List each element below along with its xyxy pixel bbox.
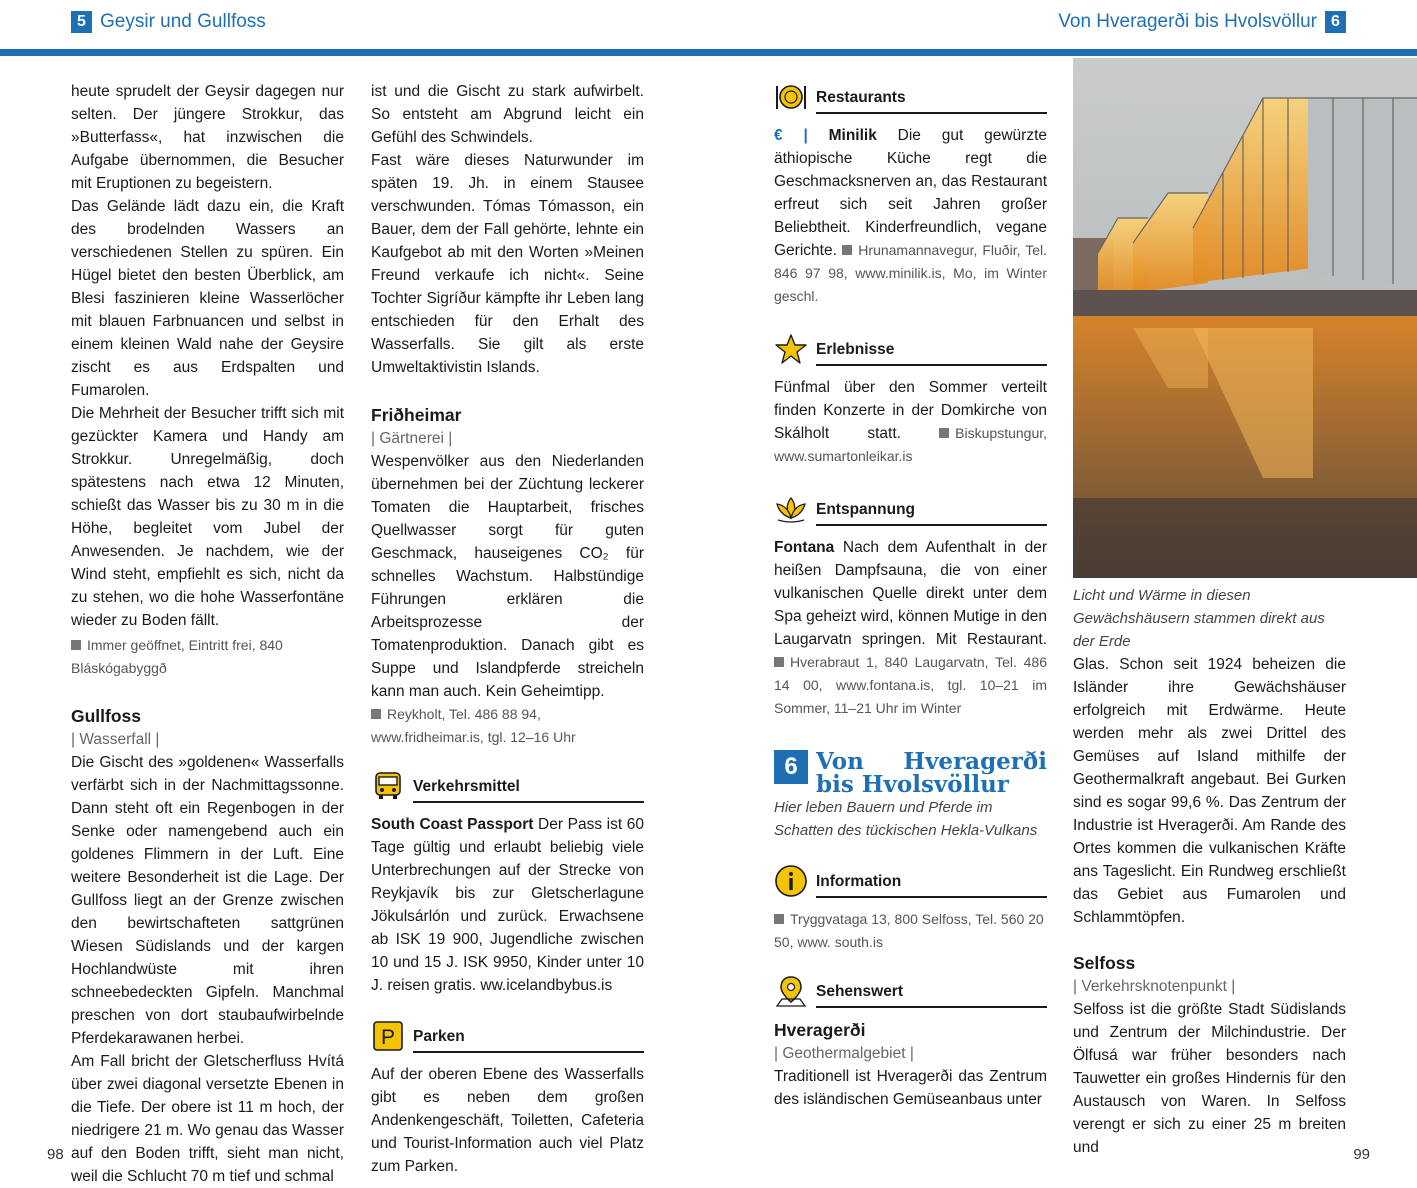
poi-title: Selfoss	[1073, 953, 1136, 973]
paragraph: Fast wäre dieses Naturwunder im späten 19. Jh. in einem Stausee verschwunden. Tómas Tómasson, ein Bauer, dem der Fall gehörte, lehnte ein Kaufgebot ab mit den Worten »Meinen Freund verkaufe ich nicht«. Seine Tochter Sigríður kämpfte ihr Leben lang entschieden für den Erhalt des Wasserfalls. Sie gilt als erste Umweltaktivistin Islands.	[371, 152, 644, 376]
info-square-icon	[371, 709, 381, 719]
poi-title: Hveragerði	[774, 1020, 866, 1040]
paragraph: ist und die Gischt zu stark aufwirbelt. So entsteht am Abgrund leicht ein Gefühl des Schwindels.	[371, 83, 644, 146]
column-1	[71, 80, 344, 1188]
paragraph	[774, 124, 1047, 308]
plate-cutlery-icon	[774, 80, 808, 114]
info-text: Tryggvataga 13, 800 Selfoss, Tel. 560 20 50, www. south.is	[774, 911, 1044, 950]
chapter-subtitle: Hier leben Bauern und Pferde im Schatten des tückischen Hekla-Vulkans	[774, 799, 1038, 839]
bold-term: Minilik	[828, 127, 877, 144]
box-heading-sehenswert	[774, 974, 1047, 1008]
running-header-title: Von Hveragerði bis Hvolsvöllur	[1058, 11, 1317, 32]
parking-icon	[371, 1019, 405, 1053]
paragraph-text: Fünfmal über den Sommer verteilt finden Konzerte in der Domkirche von Skálholt statt.	[774, 379, 1047, 442]
price-indicator: € |	[774, 127, 808, 144]
page-number-right: 99	[1353, 1146, 1370, 1163]
info-square-icon	[774, 914, 784, 924]
poi-tag: | Geothermalgebiet |	[774, 1045, 914, 1062]
paragraph	[774, 376, 1047, 468]
paragraph: Das Gelände lädt dazu ein, die Kraft des brodelnden Wassers an verschiedenen Stellen zu spüren. Ein Hügel bietet den besten Überblick, am Blesi faszinieren kleine Wasserlöcher mit blauen Farbnuancen und selbst in einem kleinen Wald nahe der Geysire zischt es aus Erdspalten und Fumarolen.	[71, 198, 344, 399]
box-heading-label: Information	[816, 872, 1047, 898]
paragraph	[371, 813, 644, 997]
info-square-icon	[842, 245, 852, 255]
paragraph-text: Der Pass ist 60 Tage gültig und erlaubt beliebig viele Unterbrechungen auf der Strecke von Reykjavík bis zur Gletscherlagune Jökulsárlón und zurück. Erwachsene ab ISK 19 900, Jugendliche zwischen 10 und 15 J. ISK 9950, Kinder unter 10 J. reisen gratis. ww.icelandbybus.is	[371, 816, 644, 994]
paragraph	[774, 536, 1047, 720]
poi-tag: | Gärtnerei |	[371, 430, 453, 447]
running-header-title: Geysir und Gullfoss	[100, 11, 266, 32]
bold-term: South Coast Passport	[371, 816, 534, 833]
paragraph: Selfoss ist die größte Stadt Südislands und Zentrum der Milchindustrie. Der Ölfusá war früher besonders nach Tauwetter ein großes Hindernis für den Austausch von Waren. In Selfoss verengt er sich zu einer 25 m breiten und	[1073, 1001, 1346, 1156]
info-text: Immer geöffnet, Eintritt frei, 840 Bláskógabyggð	[71, 637, 283, 676]
paragraph: Wespenvölker aus den Niederlanden übernehmen bei der Züchtung leckerer Tomaten die Hauptarbeit, frisches Quellwasser sorgt für guten Geschmack, hauseigenes CO₂ für schnelles Wachstum. Halbstündige Führungen erklären die Arbeitsprozesse der Tomatenproduktion. Danach gibt es Suppe und Islandpferde streicheln kann man auch. Kein Geheimtipp.	[371, 453, 644, 700]
info-line	[371, 703, 644, 749]
box-heading-label: Verkehrsmittel	[413, 777, 644, 803]
box-heading-erlebnisse	[774, 332, 1047, 366]
paragraph-text: Die gut gewürzte äthiopische Küche regt die Geschmacksnerven an, das Restaurant erfreut sich seit Jahren großer Beliebtheit. Kinderfreundlich, vegane Gerichte.	[774, 127, 1047, 259]
chapter-number-badge: 6	[774, 750, 808, 784]
box-heading-label: Parken	[413, 1027, 644, 1053]
chapter-heading	[774, 750, 1047, 796]
paragraph: Am Fall bricht der Gletscherfluss Hvítá über zwei diagonal versetzte Ebenen in die Tiefe. Der obere ist 11 m hoch, der niedrigere 21 m. Wo genau das Wasser auf den Boden trifft, sieht man nicht, weil die Schlucht 70 m tief und schmal	[71, 1053, 344, 1185]
box-heading-label: Erlebnisse	[816, 340, 1047, 366]
info-text: Hverabraut 1, 840 Laugarvatn, Tel. 486 14 00, www.fontana.is, tgl. 10–21 im Sommer, 11–21 Uhr im Winter	[774, 654, 1047, 716]
chapter-title: Von Hveragerði bis Hvolsvöllur	[816, 748, 1047, 798]
page-number-left: 98	[47, 1146, 64, 1163]
header-rule	[0, 49, 1417, 56]
column-2	[371, 80, 644, 1178]
poi-tag: | Wasserfall |	[71, 731, 160, 748]
info-text: Hrunamannavegur, Fluðir, Tel. 846 97 98, www.minilik.is, Mo, im Winter geschl.	[774, 242, 1047, 304]
box-heading-restaurants	[774, 80, 1047, 114]
box-heading-label: Restaurants	[816, 88, 1047, 114]
paragraph-text: Nach dem Aufenthalt in der heißen Dampfsauna, die von einer vulkanischen Quelle direkt unter dem Spa geheizt wird, können Mutige in den Laugarvatn springen. Mit Restaurant.	[774, 539, 1047, 648]
box-heading-label: Sehenswert	[816, 982, 1047, 1008]
paragraph: Auf der oberen Ebene des Wasserfalls gibt es neben dem großen Andenkengeschäft, Toiletten, Cafeteria und Tourist-Information auch viel Platz zum Parken.	[371, 1066, 644, 1175]
photo-caption: Licht und Wärme in diesen Gewächshäusern stammen direkt aus der Erde	[1073, 587, 1325, 650]
box-heading-information	[774, 864, 1047, 898]
box-heading-parken	[371, 1019, 644, 1053]
box-heading-label: Entspannung	[816, 500, 1047, 526]
box-heading-entspannung	[774, 492, 1047, 526]
chapter-number-badge: 6	[1325, 11, 1346, 33]
greenhouse-photo	[1073, 58, 1417, 578]
poi-title: Gullfoss	[71, 706, 142, 726]
info-line	[71, 634, 344, 680]
info-square-icon	[939, 428, 949, 438]
column-3	[774, 80, 1047, 1111]
running-header-right	[1058, 8, 1346, 36]
star-icon	[774, 332, 808, 366]
info-square-icon	[774, 657, 784, 667]
bold-term: Fontana	[774, 539, 835, 556]
chapter-number-badge: 5	[71, 11, 92, 33]
lotus-icon	[774, 492, 808, 526]
paragraph: Die Gischt des »goldenen« Wasserfalls verfärbt sich in der Nachmittagssonne. Dann steht oft ein Regenbogen in der Senke oder namengebend auch ein goldenes Flimmern in der Luft. Eine weitere Besonderheit ist die Lage. Der Gullfoss liegt an der Grenze zwischen den bewirtschafteten sattgrünen Wiesen Südislands und der kargen Hochlandwüste mit ihren schneebedeckten Gipfeln. Manchmal preschen von dort staubaufwirbelnde Pferdekarawanen herbei.	[71, 754, 344, 1047]
info-text: Reykholt, Tel. 486 88 94, www.fridheimar.is, tgl. 12–16 Uhr	[371, 706, 576, 745]
running-header-left	[71, 8, 266, 36]
svg-text:P: P	[380, 1026, 396, 1049]
info-text: Biskupstungur, www.sumartonleikar.is	[774, 425, 1048, 464]
info-circle-icon	[774, 864, 808, 898]
paragraph: heute sprudelt der Geysir dagegen nur selten. Der jüngere Strokkur, das »Butterfass«, hat inzwischen die Aufgabe übernommen, die Besucher mit Eruptionen zu begeistern.	[71, 83, 344, 192]
poi-title: Friðheimar	[371, 405, 462, 425]
paragraph: Traditionell ist Hveragerði das Zentrum des isländischen Gemüseanbaus unter	[774, 1068, 1047, 1108]
map-pin-icon	[774, 974, 808, 1008]
poi-tag: | Verkehrsknotenpunkt |	[1073, 978, 1236, 995]
box-heading-verkehrsmittel	[371, 769, 644, 803]
info-square-icon	[71, 640, 81, 650]
bus-icon	[371, 769, 405, 803]
paragraph: Glas. Schon seit 1924 beheizen die Isländer ihre Gewächshäuser erfolgreich mit Erdwärme. Heute werden mehr als zwei Drittel des Gemüses auf Island mithilfe der Geothermalkraft angebaut. Bei Gurken sind es sogar 99,6 %. Das Zentrum der Industrie ist Hveragerði. Am Rande des Ortes kommen die vulkanischen Kräfte ans Tageslicht. Ein Rundweg erschließt das Gebiet aus Fumarolen und Schlammtöpfen.	[1073, 656, 1346, 926]
column-4	[1073, 653, 1346, 1159]
info-line	[774, 908, 1047, 954]
paragraph: Die Mehrheit der Besucher trifft sich mit gezückter Kamera und Handy am Strokkur. Unregelmäßig, doch spätestens nach etwa 12 Minuten, schießt das Wasser bis zu 30 m in die Höhe, begleitet vom Jubel der Anwesenden. Je nachdem, wie der Wind steht, empfiehlt es sich, nicht da zu stehen, wo die hohe Wasserfontäne wieder zu Boden fällt.	[71, 405, 344, 629]
